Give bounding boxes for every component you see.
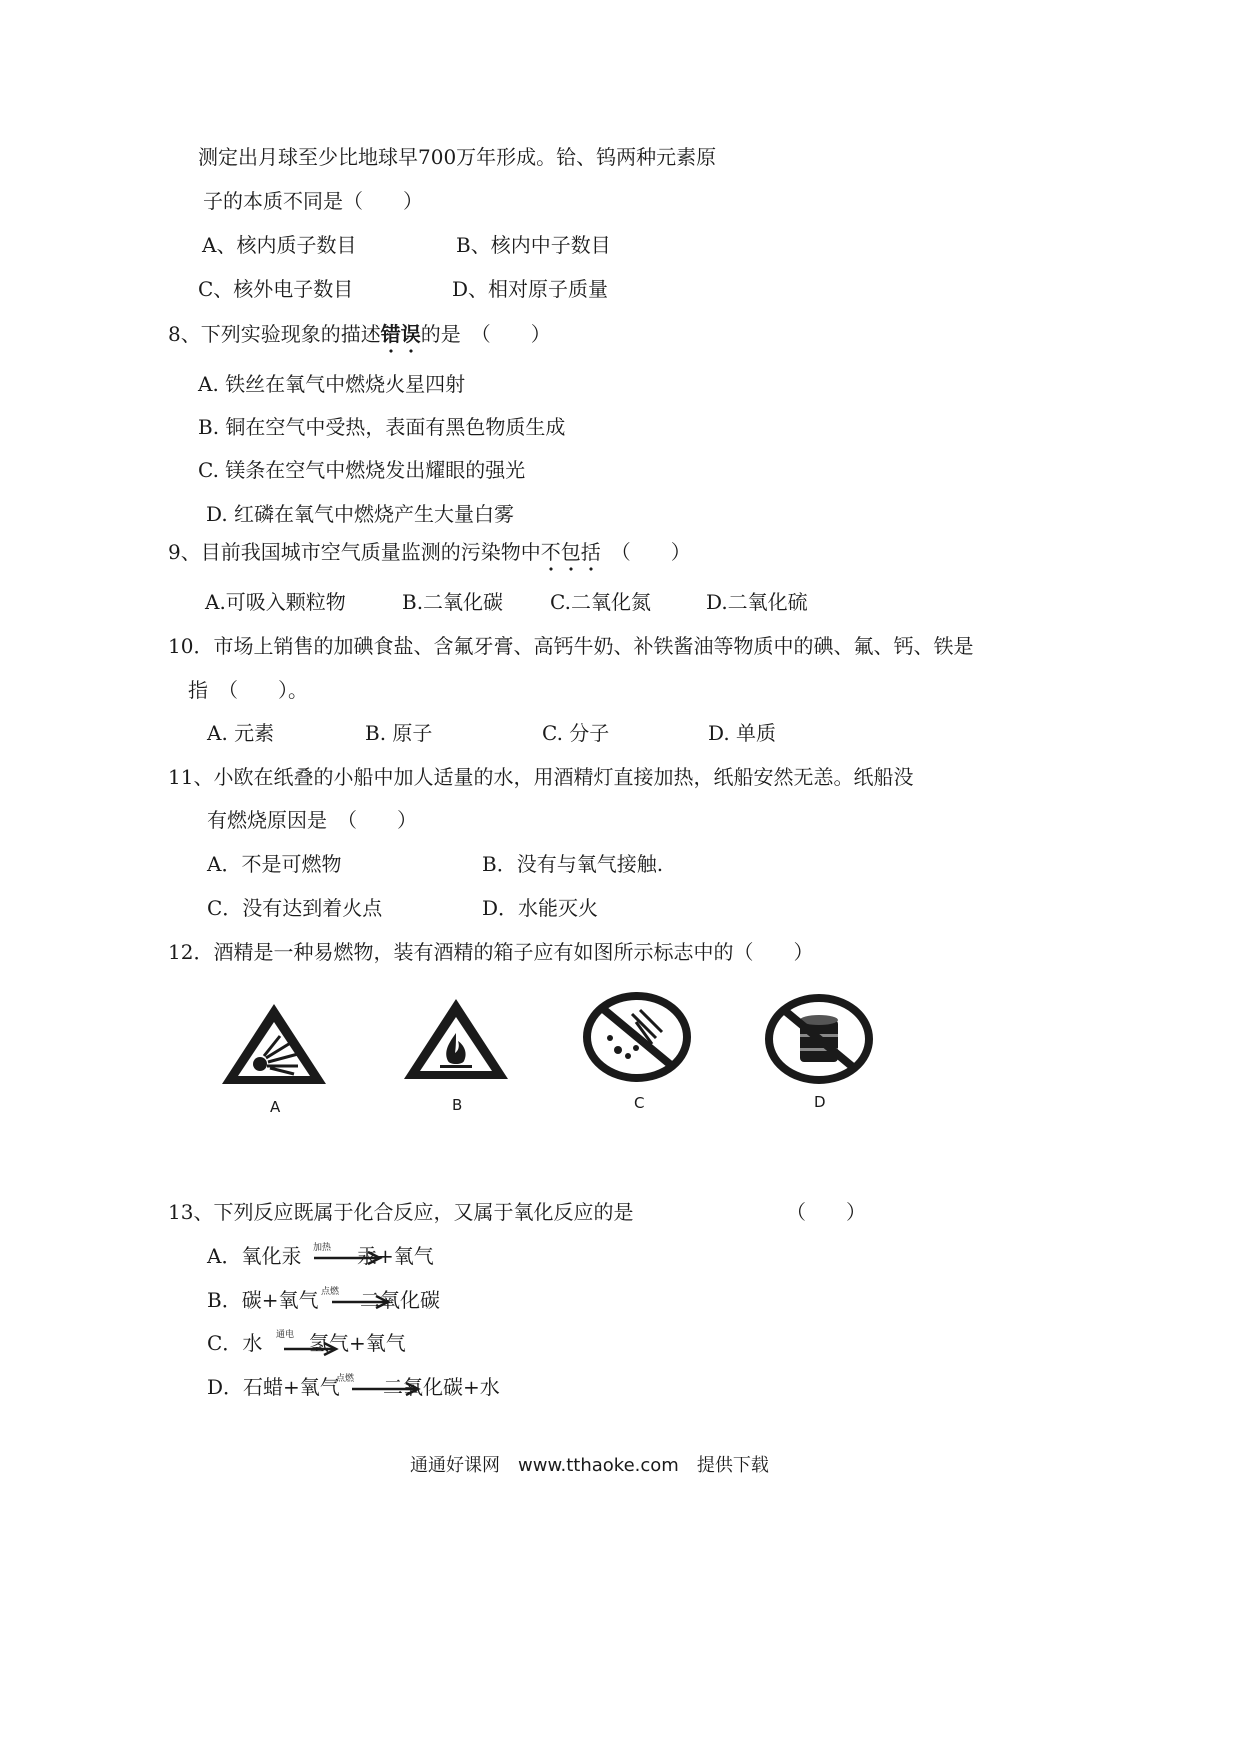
sign-b-label: B [452, 1096, 463, 1114]
q10-option-c: C. 分子 [542, 721, 610, 745]
no-oil-drum-icon [764, 994, 874, 1084]
q8-option-d: D. 红磷在氧气中燃烧产生大量白雾 [206, 502, 515, 526]
q10-option-d: D. 单质 [708, 721, 777, 745]
q13-option-b-condition: 点燃 [321, 1287, 340, 1297]
q13-answer-paren: （ ） [786, 1200, 866, 1224]
no-fireworks-icon [582, 992, 692, 1082]
q13-option-c-reactants: 水 [242, 1331, 263, 1355]
q9-option-d: D.二氧化硫 [706, 590, 808, 614]
sign-c-label: C [634, 1094, 645, 1112]
q7-stem-line1: 测定出月球至少比地球早700万年形成。铪、钨两种元素原 [198, 145, 717, 169]
q13-option-d-reactants: 石蜡+氧气 [243, 1375, 340, 1399]
q9-stem [168, 538, 691, 566]
q9-stem-suffix: （ ） [600, 540, 691, 564]
q7-option-b: B、核内中子数目 [456, 233, 611, 257]
q9-stem-emphasis: 不包括 [540, 540, 601, 564]
q13-option-c [207, 1329, 262, 1357]
q9-option-b: B.二氧化碳 [402, 590, 504, 614]
q13-stem: 13、下列反应既属于化合反应，又属于氧化反应的是 [168, 1200, 634, 1224]
q8-stem [168, 320, 551, 348]
q13-option-a-condition: 加热 [313, 1243, 332, 1253]
q13-option-d-condition: 点燃 [336, 1374, 355, 1384]
q13-option-c-products: 氢气+氧气 [309, 1331, 406, 1355]
q13-option-b-letter: B． [207, 1288, 242, 1312]
flammable-warning-icon [400, 995, 512, 1085]
q13-option-a-reactants: 氧化汞 [241, 1244, 302, 1268]
q13-option-b-reactants: 碳+氧气 [241, 1288, 319, 1312]
q9-option-a: A.可吸入颗粒物 [205, 590, 346, 614]
sign-a-label: A [270, 1098, 281, 1116]
q10-option-b: B. 原子 [365, 721, 433, 745]
page-footer: 通通好课网 www.tthaoke.com 提供下载 [410, 1455, 769, 1476]
q13-option-a-letter: A． [207, 1244, 242, 1268]
q8-option-c: C. 镁条在空气中燃烧发出耀眼的强光 [198, 458, 526, 482]
sign-c [582, 992, 692, 1082]
q11-option-d: D．水能灭火 [482, 896, 599, 920]
q7-stem-line2: 子的本质不同是（ ） [203, 189, 423, 213]
q11-option-c: C．没有达到着火点 [207, 896, 383, 920]
q12-stem: 12．酒精是一种易燃物，装有酒精的箱子应有如图所示标志中的（ ） [168, 940, 814, 964]
sign-a [218, 1000, 330, 1090]
q7-option-c: C、核外电子数目 [198, 277, 354, 301]
q13-option-a [207, 1242, 301, 1270]
q13-option-d-letter: D． [207, 1375, 244, 1399]
q8-option-a: A. 铁丝在氧气中燃烧火星四射 [198, 372, 466, 396]
q8-stem-suffix: 的是 （ ） [420, 322, 551, 346]
q11-stem-line2: 有燃烧原因是 （ ） [207, 808, 417, 832]
q13-option-d [207, 1373, 340, 1401]
q13-option-b-products: 二氧化碳 [360, 1288, 440, 1312]
sign-b [400, 995, 512, 1085]
q11-option-a: A．不是可燃物 [207, 852, 342, 876]
q8-stem-emphasis: 错误 [380, 322, 421, 346]
q7-option-a: A、核内质子数目 [202, 233, 357, 257]
explosive-warning-icon [218, 1000, 330, 1090]
sign-d [764, 994, 874, 1084]
q9-stem-prefix: 9、目前我国城市空气质量监测的污染物中 [168, 540, 541, 564]
q13-option-d-products: 二氧化碳+水 [383, 1375, 500, 1399]
q8-option-b: B. 铜在空气中受热，表面有黑色物质生成 [198, 415, 566, 439]
sign-d-label: D [814, 1093, 826, 1111]
q13-option-a-products: 汞+氧气 [357, 1244, 434, 1268]
q13-option-b [207, 1286, 318, 1314]
q13-option-c-condition: 通电 [276, 1330, 295, 1340]
q11-option-b: B．没有与氧气接触. [482, 852, 664, 876]
q10-option-a: A. 元素 [207, 721, 275, 745]
q10-stem-line1: 10．市场上销售的加碘食盐、含氟牙膏、高钙牛奶、补铁酱油等物质中的碘、氟、钙、铁是 [168, 634, 974, 658]
q7-option-d: D、相对原子质量 [452, 277, 609, 301]
q8-stem-prefix: 8、下列实验现象的描述 [168, 322, 381, 346]
q11-stem-line1: 11、小欧在纸叠的小船中加人适量的水，用酒精灯直接加热，纸船安然无恙。纸船没 [168, 765, 914, 789]
q9-option-c: C.二氧化氮 [550, 590, 651, 614]
q13-option-c-letter: C． [207, 1331, 243, 1355]
q10-stem-line2: 指 （ ）。 [188, 678, 308, 702]
